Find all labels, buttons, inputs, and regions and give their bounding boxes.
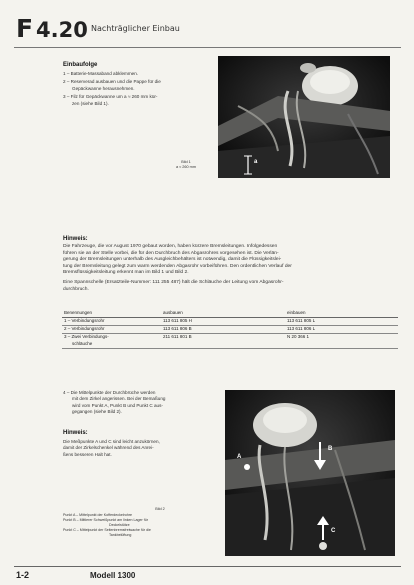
col-ausbauen: ausbauen [161,310,285,318]
bild1-caption-dim: a ≈ 260 mm [175,165,197,169]
legend-item-cont: Deckelstütze [109,523,130,527]
table-cell: 113 611 805 L [285,318,398,326]
section-number: 4.20 [36,18,88,42]
step-3-cont: zen (siehe Bild 1). [72,100,109,106]
step-4: 4 – Die Mittelpunkte der Durchbrüche werden [63,390,156,395]
hinweis1-line: gerung der Bremsleitungen unterhalb des Ausgleichbehälters ist notwendig, damit die Flüssigkeitslei- [63,257,282,263]
step-4-cont: wird vom Punkt A, Punkt B und Punkt C aus- [72,402,163,408]
table-cell [161,341,285,349]
step-2-cont: Gepäckwanne herausnehmen. [72,85,135,91]
hinweis2-line: damit der Zirkelschenkel während des Anrei- [63,445,154,451]
table-cell: 113 611 806 L [285,326,398,334]
page-number: 1-2 [16,570,30,580]
hinweis1-line: Bremsflüssigkeitsleitung erkennt man im Bild 1 und Bild 2. [63,270,189,276]
bild2-label-a: A [237,454,242,460]
table-row [62,326,398,334]
hinweis2-line: Die Meßpunkte A und C sind leicht anzukörnen, [63,439,160,444]
bild1-label-a: a [254,159,258,165]
table-cell: 211 611 801 B [163,334,192,339]
hinweis1-line: tung der Bremsleitung gelegt zum warm werdenden Abgasrohr vorbeiführen. Den ordentlichen Verlauf der [63,263,292,269]
hinweis2-line: ßens besseren Halt hat. [63,451,112,457]
step-2: 2 – Reserverad ausbauen und die Pappe für die [63,79,161,85]
table-cell: N 20 366 1 [287,334,310,339]
section-letter: F [16,14,33,43]
legend-item: Punkt B – Mittlerer Schweißpunkt am linken Lager für [63,518,148,522]
table-cell: 3 – Zwei Verbindungs- [64,334,109,339]
table-row [62,341,398,349]
table-row [62,334,398,342]
einbaufolge-title: Einbaufolge [63,62,98,68]
table-cell: 113 611 805 H [161,318,285,326]
page-title: Nachträglicher Einbau [91,24,180,33]
legend-item-cont: Tankbelüftung [109,533,132,537]
table-cell: 2 – Verbindungsrohr [62,326,161,334]
bild2-photo [225,390,395,556]
step-1: 1 – Batterie-Massaband abklemmen. [63,71,139,76]
table-row [62,318,398,326]
ersatzteil-line: Eine Spannschelle (Ersatzteile-Nummer: 111 255 487) hält die Schläuche der Leitung vom Abgasrohr- [63,279,284,285]
step-4-cont: mit dem Zirkel angerissen. Bei der Bemaßung [72,396,166,402]
legend-item: Punkt A – Mittelpunkt der Kofferdeckelrohre [63,513,133,517]
bild2-caption: Bild 2 [155,507,165,511]
bild1-caption [160,160,212,170]
bild2-illustration [225,390,395,556]
table-cell: 1 – Verbindungsrohr [62,318,161,326]
header-divider [14,47,401,48]
step-3: 3 – Filz für Gepäckwanne um a ≈ 260 mm kür- [63,94,158,100]
hinweis1-line: führen sie an der Stelle vorbei, die für den Durchbruch des Abgasrohres vorgesehen ist. Die Verlän- [63,250,279,256]
hinweis1-title: Hinweis: [63,236,88,242]
ersatzteil-line: durchbruch. [63,286,89,292]
hinweis1-text [63,244,401,293]
bild1-photo [218,56,390,178]
model-name: Modell 1300 [90,571,136,580]
hinweis1-line: Die Fahrzeuge, die vor August 1970 gebaut worden, haben kürzere Bremsleitungen. Infolgedessen [63,244,278,249]
bild1-illustration [218,56,390,178]
legend-item: Punkt C – Mittelpunkt der Seitenbremsfreiwache für die [63,528,151,532]
table-cell [285,341,398,349]
step-4-block [63,390,223,416]
hinweis2-text [63,439,218,458]
hinweis2-title: Hinweis: [63,430,88,436]
col-einbauen: einbauen [285,310,398,318]
bild1-caption-title: Bild 1 [181,160,191,164]
col-benennungen: Benennungen [62,310,161,318]
bild2-label-b: B [328,446,333,452]
step-4-cont: gegangen (siehe Bild 2). [72,409,122,415]
parts-table [62,310,398,349]
table-cell: schläuche [62,341,161,349]
einbaufolge-steps [63,71,213,107]
bild2-legend [63,513,233,538]
parts-table-header [62,310,398,318]
footer-divider [14,566,401,567]
table-cell: 113 611 806 B [161,326,285,334]
bild2-label-c: C [331,528,336,534]
